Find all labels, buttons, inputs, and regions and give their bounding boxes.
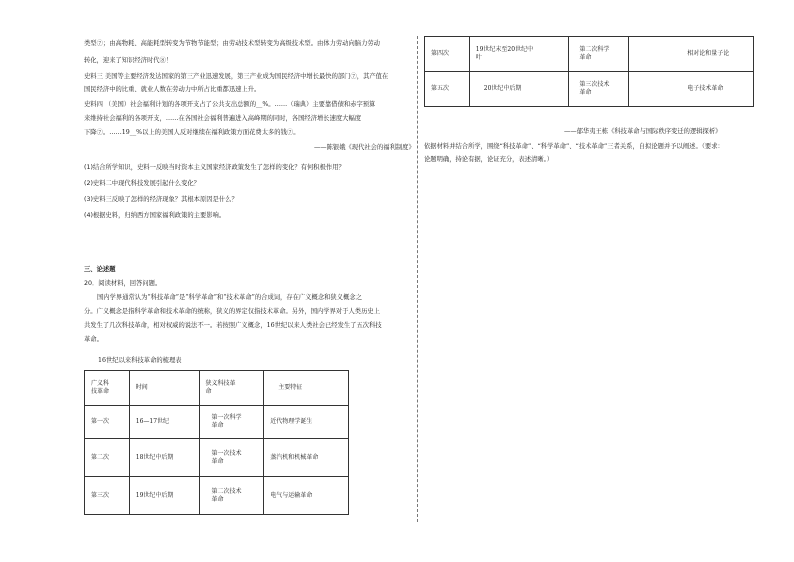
q20-para-line-4: 革命。 [84,336,103,343]
q20-para-line-3: 共发生了几次科技革命，相对权威的说法不一。若按照广义概念，16世纪以来人类社会已经发生了五次科技 [84,322,382,329]
table-citation: ——郁华夷王栋《科技革命与国际秩序变迁的逻辑探析》 [564,128,722,135]
page-divider [417,36,418,522]
table-row: 第三次 19世纪中后期 第二次技术 革命 电气与运输革命 [85,477,349,515]
prompt-line-1: 依据材料并结合所学，围绕“科技革命”、“科学革命”、“技术革命”三者关系，自拟论题并予以阐述。（要求： [424,143,724,150]
prompt-line-2: 论题明确，持论有据，论证充分，表述清晰。） [424,156,554,163]
source-3-line-1: 史料四 （美国）社会福利计划的各项开支占了公共支出总额的__%。……（瑞典）主要靠借债和赤字预算 [84,101,376,108]
table-row: 第一次 16—17世纪 第一次科学 革命 近代物理学诞生 [85,406,349,439]
question-3: (3)史料三反映了怎样的经济现象？其根本原因是什么？ [84,196,238,203]
question-1: (1)结合所学知识，史料一反映当时资本主义国家经济政策发生了怎样的变化？有何积极作用？ [84,164,345,171]
table-row: 第五次 20世纪中后期 第三次技术 革命 电子技术革命 [425,72,754,107]
header-cell: 狭义科技革 命 [199,371,264,406]
table-caption: 16世纪以来科技革命的梳理表 [98,357,182,364]
header-cell: 广义科 技革命 [85,371,130,406]
source-3-line-2: 来维持社会福利的各项开支，……在各国社会福利普遍进入高峰期的同时，各国经济增长速度大幅度 [84,115,362,122]
q20-para-line-1: 国内学界通常认为“科技革命”是“科学革命”和“技术革命”的合成词，存在广义概念和狭义概念之 [97,294,362,301]
header-cell: 时间 [129,371,199,406]
table-header-row [85,371,349,406]
q20-title: 20．阅读材料，回答问题。 [84,280,162,287]
question-2: (2)史料二中现代科技发展引起什么变化？ [84,180,200,187]
header-cell: 主要特征 [264,371,349,406]
intro-line-2: 转化，迎来了知识经济时代⑧！ [84,57,173,64]
table-row: 第四次 19世纪末至20世纪中 叶 第二次科学 革命 相对论和量子论 [425,37,754,72]
q20-para-line-2: 分。广义概念是指科学革命和技术革命的统称，狭义的界定仅指技术革命。另外，国内学界对于人类历史上 [84,308,380,315]
source-3-line-3: 下降⑦。……19__%以上的美国人反对继续在福利政策方面花费太多的钱⑦。 [84,129,300,136]
intro-line-1: 类型⑦；由高物耗、高能耗型转变为节物节能型；由劳动技术型转变为高级技术型。由体力劳动向脑力劳动 [84,40,380,47]
table-row: 第二次 18世纪中后期 第一次技术 革命 蒸汽机和机械革命 [85,439,349,477]
tech-revolution-table [84,370,349,515]
section-title: 三、论述题 [84,266,116,273]
source-3-citation: ——陈银娥《现代社会的福利制度》 [314,144,415,151]
tech-revolution-table-continued [424,36,754,107]
source-2-line-2: 国民经济中的比重、就业人数在劳动力中所占比重都迅速上升。 [84,86,261,93]
source-2-line-1: 史料三 美国等主要经济发达国家的第三产业迅速发展，第三产业成为国民经济中增长最快的部门⑦，其产值在 [84,73,389,80]
question-4: (4)根据史料，归纳西方国家福利政策的主要影响。 [84,212,226,219]
